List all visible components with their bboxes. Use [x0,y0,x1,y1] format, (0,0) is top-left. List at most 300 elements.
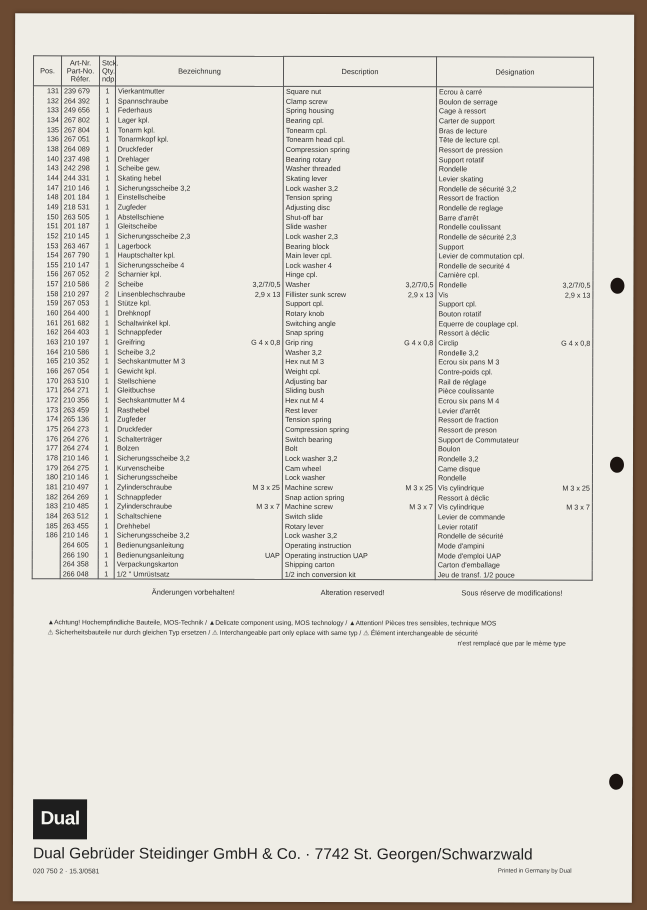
row-description-text: Snap action spring [284,492,345,502]
row-designation [436,387,593,397]
row-qty: 1 [99,241,115,251]
table-header-row [33,56,593,87]
row-art-no: 201 187 [61,221,99,231]
row-designation [436,348,593,358]
row-qty: 1 [99,260,115,270]
row-description-text: Bearing rotary [285,154,331,164]
row-qty: 1 [98,531,114,541]
row-description [283,261,436,271]
row-description-text: Hex nut M 4 [285,395,324,406]
row-bezeichnung [115,405,283,415]
row-description [282,483,435,493]
row-description [283,232,436,242]
row-pos: 171 [33,386,61,396]
row-qty: 1 [99,366,115,376]
row-designation-text: Mode d'ampini [437,541,485,551]
row-designation-text: Vis cylindrique [437,502,485,512]
row-bezeichnung-text: Zylinderschraube [116,482,173,492]
row-designation-text: Tête de lecture cpl. [438,135,500,145]
row-designation [436,145,593,155]
row-description [283,406,436,416]
row-art-no: 264 605 [60,540,98,550]
row-qty: 1 [99,144,115,154]
row-qty: 1 [99,173,115,183]
row-pos: 160 [33,308,61,318]
row-description [282,570,435,581]
row-description-text: Bearing cpl. [285,115,324,125]
row-designation [436,242,593,252]
row-description-text: Bearing block [285,241,330,251]
row-bezeichnung-text: Druckfeder [117,424,153,434]
row-bezeichnung [115,144,283,154]
row-designation [436,300,593,310]
safety-line: n'est remplacé que par le mème type [457,640,566,648]
row-designation [436,329,593,339]
row-description [283,97,436,107]
row-art-no: 267 052 [61,270,99,280]
row-designation-text: Ecrou six pans M 3 [438,357,500,367]
row-designation [436,261,593,271]
row-art-no: 210 497 [60,482,98,492]
row-description-text: Lock washer 3,2 [284,453,338,463]
row-bezeichnung-text: Scheibe [117,279,144,289]
row-bezeichnung [114,492,282,502]
row-designation [435,541,592,551]
row-art-no: 263 512 [60,511,98,521]
header-pos: Pos. [33,56,61,86]
row-designation [436,290,593,300]
row-description [283,319,436,329]
row-pos: 178 [32,453,60,463]
row-designation [436,358,593,368]
row-pos: 174 [33,415,61,425]
printed-note: Printed in Germany by Dual [497,868,572,875]
row-qty: 1 [99,347,115,357]
row-designation-text: Support de Commutateur [438,434,519,445]
row-bezeichnung-text: Stellschiene [117,376,156,386]
row-designation-text: Boulon [438,444,461,454]
header-designation: Désignation [436,57,593,87]
row-designation [436,116,593,126]
row-designation [435,503,592,513]
row-art-no: 264 271 [61,386,99,396]
row-bezeichnung-text: Scheibe 3,2 [117,347,156,357]
row-qty: 1 [98,511,114,521]
row-designation-text: Contre-poids cpl. [438,367,493,377]
row-qty: 1 [98,569,114,579]
row-bezeichnung-text: Linsenblechschraube [117,289,186,299]
row-art-no: 265 136 [61,415,99,425]
row-description [283,415,436,425]
row-bezeichnung [114,550,282,560]
row-bezeichnung-text: Scheibe gew. [117,163,161,173]
row-designation [436,107,593,117]
row-description-size: 2,9 x 13 [407,290,434,300]
row-designation-size: 2,9 x 13 [564,290,591,300]
row-description [283,116,436,126]
row-art-no: 210 586 [61,279,99,289]
row-designation-text: Levier de commande [437,512,505,522]
punch-hole [610,457,624,473]
row-pos: 158 [33,289,61,299]
row-art-no: 210 146 [60,473,98,483]
row-bezeichnung-text: Schnappfeder [117,327,163,337]
row-pos: 150 [33,212,61,222]
row-art-no: 263 467 [61,241,99,251]
row-art-no: 264 358 [60,559,98,569]
row-designation-size: M 3 x 25 [562,483,590,493]
row-pos: 177 [33,444,61,454]
row-bezeichnung-text: Drehlager [117,154,150,164]
row-bezeichnung [115,251,283,261]
row-bezeichnung [114,531,282,541]
row-bezeichnung-text: Zugfeder [117,202,147,212]
row-description [283,309,436,319]
row-pos: 173 [33,405,61,415]
row-bezeichnung-size: M 3 x 25 [252,482,280,492]
row-qty: 1 [99,154,115,164]
row-art-no: 267 790 [61,250,99,260]
row-designation-text: Bras de lecture [438,125,488,136]
row-description-text: Lock washer 3,2 [285,183,339,193]
row-designation-text: Cage à ressort [438,106,487,116]
row-bezeichnung-text: Sechskantmutter M 3 [117,356,186,367]
row-bezeichnung [115,212,283,222]
row-description-text: Tonearm head cpl. [285,135,345,145]
row-art-no: 267 053 [61,299,99,309]
row-bezeichnung-size: 2,9 x 13 [254,289,281,299]
row-bezeichnung-text: Drehknopf [117,308,151,318]
row-designation [435,464,592,474]
row-bezeichnung-text: Skating hebel [117,173,162,183]
row-description [283,212,436,222]
row-bezeichnung [115,424,283,434]
row-designation [436,271,593,281]
row-pos: 182 [32,492,60,502]
row-qty: 1 [98,560,114,570]
row-description-text: Bolt [285,444,298,454]
row-bezeichnung [115,444,283,454]
row-qty: 1 [99,164,115,174]
row-pos: 159 [33,299,61,309]
row-description [283,183,436,193]
row-qty: 1 [99,337,115,347]
row-bezeichnung [115,125,283,135]
row-bezeichnung-text: Lagerbock [117,240,152,251]
row-art-no: 210 147 [61,260,99,270]
company-address: Dual Gebrüder Steidinger GmbH & Co. · 7742 St. Georgen/Schwarzwald [32,845,533,864]
row-bezeichnung-text: Zugfeder [117,414,146,424]
row-designation [436,425,593,435]
safety-notice [48,618,608,649]
row-description-text: Adjusting bar [285,376,328,386]
row-pos: 138 [33,144,61,154]
row-qty: 1 [98,473,114,483]
row-pos: 186 [32,530,60,540]
row-pos: 185 [32,521,60,531]
row-bezeichnung [115,309,283,319]
row-bezeichnung [114,511,282,521]
row-designation [436,232,593,242]
row-description-text: Machine screw [284,482,333,492]
row-bezeichnung [115,241,283,251]
row-designation-text: Rondelle de sécurité [437,531,504,541]
row-bezeichnung [114,453,282,463]
row-designation-text: Levier skating [438,174,484,184]
row-description-text: Lock washer 3,2 [284,531,338,541]
row-qty: 1 [99,328,115,338]
row-description [282,541,435,551]
row-description [283,348,436,358]
row-pos: 153 [33,241,61,251]
row-pos: 175 [33,424,61,434]
safety-line: ▲Achtung! Hochempfindliche Bauteile, MOS-Technik / ▲Delicate component using, MOS technology / ▲Attention! Pièces tres sensibles, technique MOS [47,619,497,628]
row-description [283,299,436,309]
row-pos: 157 [33,279,61,289]
row-bezeichnung-text: Sicherungsscheibe 3,2 [117,183,191,193]
row-qty: 1 [99,125,115,135]
row-bezeichnung [114,463,282,473]
row-description [283,145,436,155]
row-art-no: 201 184 [61,193,99,203]
row-bezeichnung-text: Tonarmkopf kpl. [117,134,169,144]
row-bezeichnung-text: Sicherungsscheibe 3,2 [116,453,190,463]
row-designation-text: Levier de commutation cpl. [438,251,525,261]
row-bezeichnung [114,502,282,512]
row-qty: 1 [99,193,115,203]
row-designation-text: Rondelle de reglage [438,203,504,213]
row-designation-text: Ecrou à carré [438,87,483,97]
row-designation [436,280,593,290]
header-qty-line: Stck. [102,57,119,67]
row-designation [435,570,592,581]
row-bezeichnung [114,482,282,492]
row-bezeichnung-text: Sicherungsscheibe 4 [117,260,185,270]
row-bezeichnung [115,193,283,203]
row-designation-text: Came disque [437,463,481,474]
row-bezeichnung-text: Vierkantmutter [117,86,165,96]
row-pos: 172 [33,395,61,405]
row-bezeichnung-text: Schaltwinkel kpl. [117,318,171,328]
row-description-text: Rotary knob [285,308,325,319]
row-qty: 1 [98,502,114,512]
row-pos: 161 [33,318,61,328]
row-designation [435,454,592,464]
dual-logo: Dual [33,799,87,839]
row-qty: 1 [99,96,115,106]
row-description-text: Hex nut M 3 [285,357,325,367]
row-pos: 156 [33,270,61,280]
document-code: 020 750 2 · 15.3/0581 [32,868,100,876]
row-description [283,290,436,300]
row-qty: 1 [99,86,115,96]
row-designation [436,406,593,416]
row-art-no: 210 297 [61,289,99,299]
row-qty: 2 [99,289,115,299]
row-description-text: Washer 3,2 [285,347,322,357]
row-description [282,473,435,483]
header-qty-line: Qty. [102,65,116,75]
row-pos: 152 [33,231,61,241]
row-designation [436,165,593,175]
row-designation-text: Jeu de transf. 1/2 pouce [437,570,515,580]
row-bezeichnung [115,328,283,338]
row-designation-text: Rondelle 3,2 [438,348,479,358]
row-bezeichnung-text: Kurvenscheibe [116,463,165,473]
row-pos [32,550,60,560]
row-description-text: Spring housing [285,106,334,116]
row-designation [435,512,592,522]
row-designation-text: Circlip [438,338,459,348]
row-bezeichnung-text: Zylinderschraube [116,501,173,511]
row-description-text: Switching angle [285,318,336,328]
row-description [283,396,436,406]
row-description-text: Washer [285,280,310,290]
row-description [283,126,436,136]
row-bezeichnung [115,86,283,97]
row-description [283,338,436,348]
row-description [282,454,435,464]
row-art-no: 210 146 [61,183,99,193]
row-bezeichnung [115,173,283,183]
row-description-text: Adjusting disc [285,202,331,212]
row-bezeichnung-text: Hauptschalter kpl. [117,250,176,260]
row-description [282,560,435,570]
row-bezeichnung-text: 1/2 " Umrüstsatz [116,569,170,579]
row-designation-text: Rondelle 3,2 [437,454,479,464]
row-bezeichnung [115,96,283,106]
row-designation-size: G 4 x 0,8 [561,338,591,348]
row-pos: 132 [33,96,61,106]
row-description-text: Rest lever [285,405,318,415]
row-description [283,241,436,251]
row-art-no: 267 802 [61,115,99,125]
row-description [283,367,436,377]
row-designation [436,377,593,387]
row-bezeichnung-text: Bolzen [117,443,140,453]
row-bezeichnung-text: Bedienungsanleitung [116,540,184,550]
row-bezeichnung [115,280,283,290]
row-pos: 184 [32,511,60,521]
row-description-text: Lock washer 2,3 [285,231,338,241]
row-description [283,203,436,213]
row-designation-text: Carton d'emballage [437,560,500,570]
row-pos: 165 [33,357,61,367]
row-art-no: 218 531 [61,202,99,212]
row-bezeichnung-text: Spannschraube [117,96,169,106]
row-designation-text: Ressort de fraction [438,415,499,425]
row-description-text: Square nut [285,86,322,96]
row-qty: 1 [99,115,115,125]
row-description-text: Sliding bush [285,386,325,396]
row-description [283,270,436,280]
row-designation-text: Barre d'arrêt [438,212,479,222]
row-qty: 1 [99,376,115,386]
row-designation-text: Rondelle [438,280,467,290]
row-bezeichnung [115,115,283,125]
row-description [283,444,436,454]
row-description-text: Operating instruction UAP [284,550,368,560]
row-art-no: 242 298 [61,164,99,174]
header-bezeichnung: Bezeichnung [115,56,283,86]
row-designation-text: Rondelle de sécurité 2,3 [438,232,517,242]
row-designation-text: Vis cylindrique [437,483,485,493]
row-qty: 1 [99,251,115,261]
row-art-no: 249 656 [61,106,99,116]
row-pos: 163 [33,337,61,347]
row-designation [436,97,593,107]
row-designation-text: Pièce coulissante [438,386,495,396]
row-description [283,135,436,145]
row-designation-text: Rondelle [438,164,468,174]
row-bezeichnung [115,202,283,212]
table-row [32,569,592,581]
row-designation [436,87,593,98]
row-art-no: 264 400 [61,308,99,318]
row-description-text: Fillister sunk screw [285,289,347,299]
row-bezeichnung-size: G 4 x 0,8 [251,337,281,347]
row-description-text: Operating instruction [284,540,352,550]
row-description [283,328,436,338]
row-qty: 1 [99,415,115,425]
row-bezeichnung-text: Schalterträger [117,434,163,444]
row-pos: 162 [33,328,61,338]
row-bezeichnung [115,183,283,193]
row-bezeichnung-text: Stütze kpl. [117,298,151,308]
row-description [282,550,435,560]
row-description-text: Cam wheel [284,463,321,473]
row-art-no: 264 392 [61,96,99,106]
alteration-notes [32,587,592,597]
row-qty: 2 [99,270,115,280]
row-art-no: 210 146 [60,453,98,463]
row-description [283,154,436,164]
row-description-text: Lock washer [284,473,326,483]
row-bezeichnung-text: Federhaus [117,105,153,115]
row-designation [436,174,593,184]
row-art-no: 244 331 [61,173,99,183]
row-designation [436,155,593,165]
row-art-no: 210 197 [61,337,99,347]
row-bezeichnung-text: Sicherungsscheibe 3,2 [116,530,190,540]
row-description-size: G 4 x 0,8 [404,338,434,348]
row-bezeichnung-text: Gleitscheibe [117,221,158,231]
row-designation [436,126,593,136]
header-art [61,56,99,86]
row-description-text: Support cpl. [285,299,324,309]
row-designation-text: Support [438,241,464,251]
row-designation-text: Equerre de couplage cpl. [438,319,519,329]
row-qty: 1 [99,357,115,367]
row-bezeichnung-text: Rasthebel [117,405,150,415]
row-qty: 1 [99,444,115,454]
row-description-text: Switch bearing [285,434,333,444]
row-designation [436,396,593,406]
row-description-text: Compression spring [285,144,350,155]
row-description [282,492,435,502]
row-qty: 1 [99,386,115,396]
row-designation-size: 3,2/7/0,5 [562,280,591,290]
row-art-no: 210 586 [61,347,99,357]
row-designation [436,319,593,329]
row-qty: 1 [99,212,115,222]
header-art-line: Art-Nr. [69,57,92,67]
row-description-text: 1/2 inch conversion kit [284,569,356,579]
row-qty: 1 [99,183,115,193]
row-designation-text: Ressort de pression [438,145,503,155]
row-description-text: Shipping carton [284,560,335,570]
row-designation [436,136,593,146]
